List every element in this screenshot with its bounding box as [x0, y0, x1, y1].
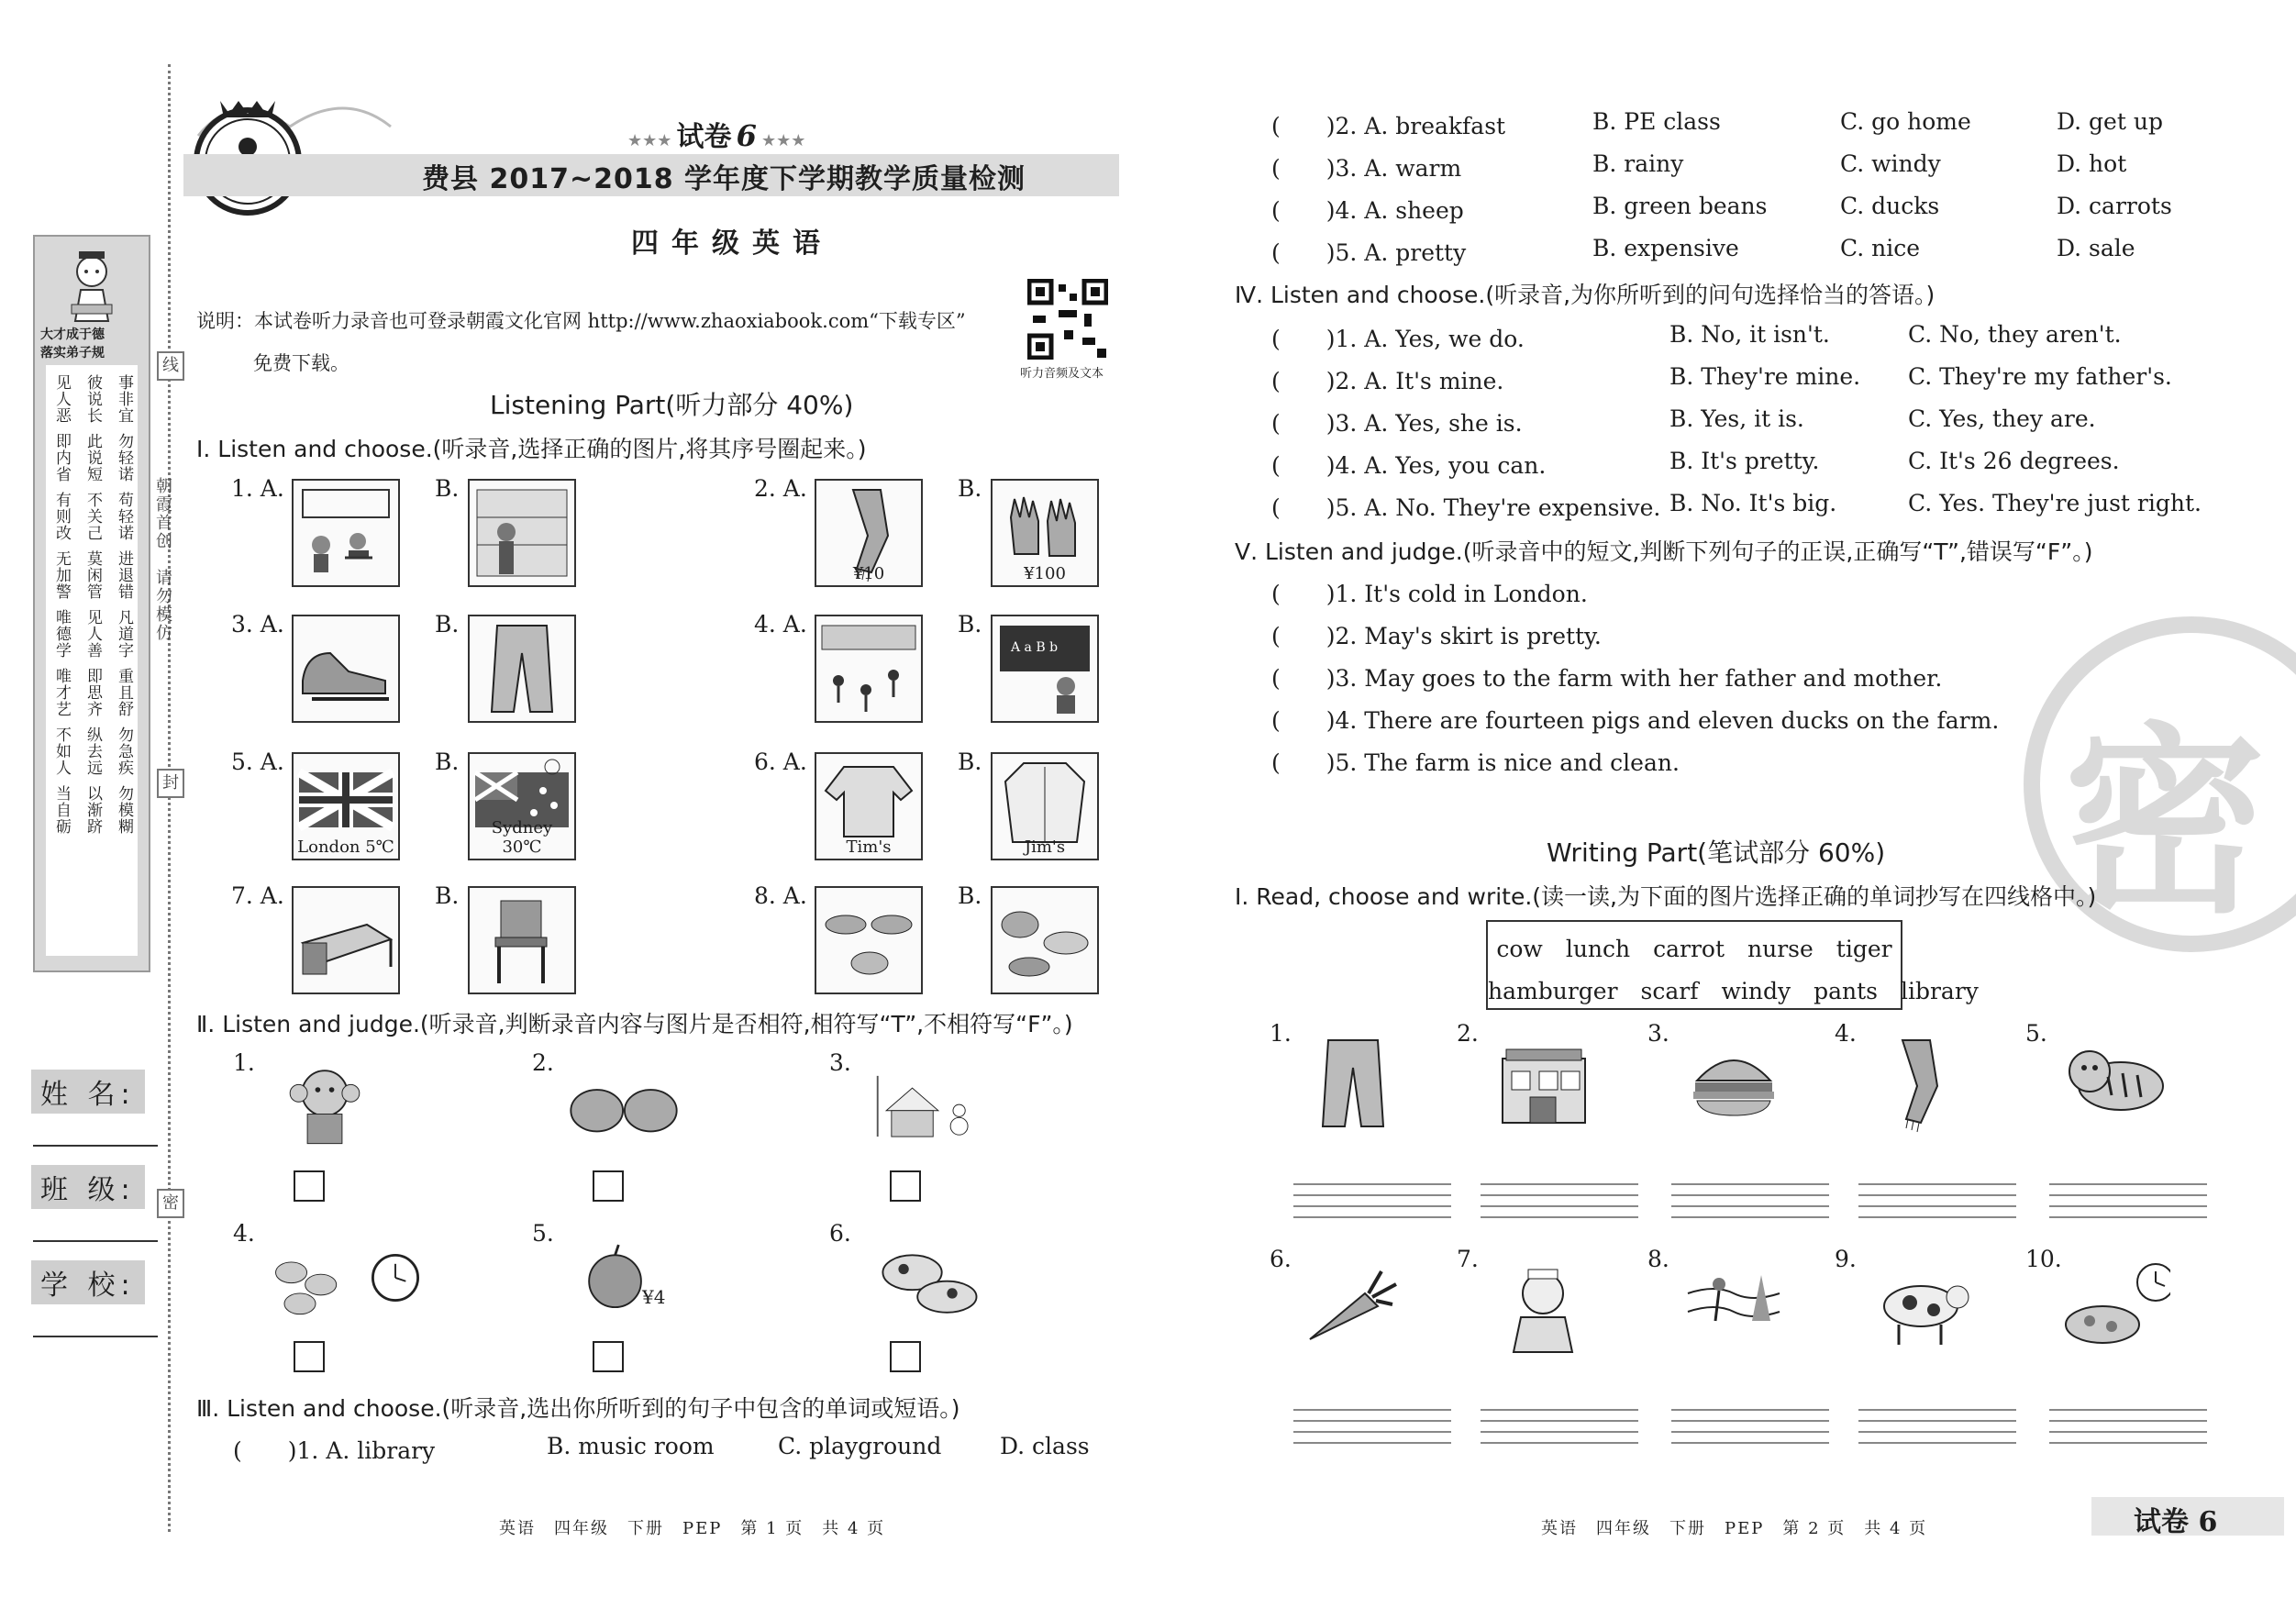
listening-section-3-heading: Ⅲ. Listen and choose.(听录音,选出你所听到的句子中包含的单词或短语。) [196, 1395, 960, 1422]
four-line-grid[interactable] [2049, 1183, 2207, 1225]
question-number: 3. [1647, 1020, 1669, 1047]
choice-option: ( )4. A. sheep [1271, 197, 1464, 224]
motto-line: 唯德学 [52, 609, 71, 659]
word-bank-line-2: hamburger scarf windy pants library [1488, 978, 1979, 1004]
binding-mark-secret: 密 [157, 1189, 184, 1218]
paper-number-label [627, 114, 805, 154]
star-icon-left: ★★★ [627, 131, 672, 150]
library-building-icon [1488, 1029, 1602, 1139]
option-b-picture[interactable] [468, 886, 576, 994]
judge-statement: ( )1. It's cold in London. [1271, 581, 1588, 607]
question-number: 1. [1270, 1020, 1292, 1047]
picture-caption: Sydney 30℃ [491, 818, 553, 857]
word-bank [1486, 920, 1979, 1010]
note-line-1: 说明：本试卷听力录音也可登录朝霞文化官网 http://www.zhaoxiabook.com“下载专区” [196, 310, 966, 332]
question-number: 3. A. [231, 611, 284, 638]
answer-box[interactable] [294, 1170, 325, 1202]
question-number: 9. [1835, 1246, 1857, 1272]
judge-statement: ( )4. There are fourteen pigs and eleven ducks on the farm. [1271, 707, 2000, 734]
answer-box[interactable] [294, 1341, 325, 1372]
snow-house-icon [857, 1059, 985, 1154]
chair-icon [470, 888, 574, 993]
four-line-grid[interactable] [2049, 1409, 2207, 1451]
choice-option: ( )5. A. pretty [1271, 239, 1467, 266]
motto-line: 不关己 [83, 492, 102, 541]
choice-option: B. expensive [1592, 235, 1739, 261]
option-a-picture[interactable] [292, 752, 400, 860]
choice-option: ( )3. A. warm [1271, 155, 1462, 182]
question-number: 7. A. [231, 882, 284, 909]
binding-mark-seal: 封 [157, 769, 184, 798]
option-b-picture[interactable] [468, 752, 576, 860]
motto-line: 事非宜 [115, 374, 133, 424]
class-input-line[interactable] [33, 1240, 158, 1242]
motto-head-1: 大才成于德 [40, 327, 105, 342]
choice-option: B. music room [547, 1433, 715, 1459]
judge-statement: ( )5. The farm is nice and clean. [1271, 749, 1680, 776]
lunch-clock-icon [2057, 1255, 2170, 1365]
name-label: 姓 名: [31, 1070, 145, 1114]
school-input-line[interactable] [33, 1336, 158, 1337]
motto-line: 凡道字 [115, 609, 133, 659]
question-number: 5. [2025, 1020, 2047, 1047]
motto-line: 莫闲管 [83, 550, 102, 600]
listening-section-5-heading: Ⅴ. Listen and judge.(听录音中的短文,判断下列句子的正误,正确写“T”,错误写“F”。) [1235, 538, 2093, 565]
choice-option: B. They're mine. [1669, 363, 1861, 390]
four-line-grid[interactable] [1858, 1409, 2016, 1451]
motto-line: 见人善 [83, 609, 102, 659]
choice-option: C. playground [778, 1433, 942, 1459]
choice-option: C. Yes, they are. [1908, 405, 2096, 432]
apple-icon [560, 1229, 688, 1325]
pants-icon [470, 616, 574, 721]
motto-line: 勿急疾 [115, 726, 133, 776]
choice-option: ( )5. A. No. They're expensive. [1271, 494, 1661, 521]
secret-stamp-char: 密 [2064, 705, 2267, 940]
option-b-picture[interactable] [468, 479, 576, 587]
cows-icon [857, 1229, 985, 1325]
paper-number: 6 [736, 118, 757, 153]
four-line-grid[interactable] [1481, 1183, 1638, 1225]
option-a-picture[interactable] [292, 886, 400, 994]
option-a-picture[interactable] [292, 615, 400, 723]
motto-line: 此说短 [83, 433, 102, 482]
option-a-picture[interactable] [292, 479, 400, 587]
qr-code-icon[interactable] [1027, 279, 1108, 360]
writing-part-title: Writing Part(笔试部分 60%) [1547, 837, 1886, 868]
motto-line: 即思齐 [83, 668, 102, 717]
motto-line: 不如人 [52, 726, 71, 776]
option-b-picture[interactable] [991, 886, 1099, 994]
choice-option: D. get up [2057, 108, 2163, 135]
motto-head-2: 落实弟子规 [40, 346, 105, 360]
choice-option: C. It's 26 degrees. [1908, 448, 2120, 474]
star-icon-right: ★★★ [760, 131, 806, 150]
picture-caption: Tim's [846, 837, 892, 857]
scholar-icon [62, 244, 121, 323]
question-number: 8. A. [754, 882, 807, 909]
question-number: 6. [1270, 1246, 1292, 1272]
breakfast-icon [816, 888, 921, 993]
picture-caption: ¥100 [1024, 564, 1066, 583]
motto-line: 见人恶 [52, 374, 71, 424]
question-number: 4. [233, 1220, 255, 1247]
motto-line: 勿模糊 [115, 785, 133, 835]
choice-option: D. class [1000, 1433, 1090, 1459]
choice-option: B. It's pretty. [1669, 448, 1820, 474]
option-b-label: B. [435, 749, 460, 775]
option-a-picture[interactable] [815, 615, 923, 723]
option-b-label: B. [435, 475, 460, 502]
question-number: 7. [1457, 1246, 1479, 1272]
motto-line: 唯才艺 [52, 668, 71, 717]
motto-line: 进退错 [115, 550, 133, 600]
price-label: ¥4 [642, 1286, 666, 1308]
motto-line: 重且舒 [115, 668, 133, 717]
binding-mark-line: 线 [157, 351, 184, 381]
question-number: 6. [829, 1220, 851, 1247]
choice-option: ( )3. A. Yes, she is. [1271, 410, 1523, 437]
question-number: 2. [532, 1049, 554, 1076]
choice-option: D. hot [2057, 150, 2127, 177]
four-line-grid[interactable] [1671, 1409, 1829, 1451]
question-number: 4. A. [754, 611, 807, 638]
page-footer-right: 英语 四年级 下册 PEP 第 2 页 共 4 页 [1541, 1519, 1928, 1538]
choice-option: ( )2. A. breakfast [1271, 113, 1506, 139]
potatoes-icon [560, 1059, 688, 1154]
choice-option: ( )2. A. It's mine. [1271, 368, 1504, 394]
question-number: 6. A. [754, 749, 807, 775]
option-b-label: B. [958, 611, 982, 638]
shoes-icon [294, 616, 398, 721]
choice-option: C. They're my father's. [1908, 363, 2172, 390]
option-b-picture[interactable] [468, 615, 576, 723]
page-footer-left: 英语 四年级 下册 PEP 第 1 页 共 4 页 [499, 1519, 886, 1538]
class-label: 班 级: [31, 1165, 145, 1209]
four-line-grid[interactable] [1293, 1409, 1451, 1451]
motto-line: 有则改 [52, 492, 71, 541]
scarf-icon [1866, 1029, 1980, 1139]
motto-line: 以渐跻 [83, 785, 102, 835]
nurse-icon [1488, 1255, 1602, 1365]
picture-caption: ¥10 [852, 564, 885, 583]
option-a-picture[interactable] [815, 886, 923, 994]
question-number: 8. [1647, 1246, 1669, 1272]
motto-panel [33, 235, 150, 972]
choice-option: ( )1. A. Yes, we do. [1271, 326, 1525, 352]
shop-icon [470, 481, 574, 585]
choice-option: D. carrots [2057, 193, 2172, 219]
exam-subject: 四年级英语 [631, 227, 833, 260]
carrot-icon [1301, 1255, 1414, 1365]
word-bank-line-1: cow lunch carrot nurse tiger [1496, 936, 1892, 962]
warning-text-2: 请勿模仿 [153, 569, 172, 642]
listening-section-4-heading: Ⅳ. Listen and choose.(听录音,为你所听到的问句选择恰当的答语。) [1235, 282, 1936, 308]
corner-label: 试卷 6 [2134, 1506, 2218, 1538]
paper-label: 试卷 [676, 121, 732, 153]
motto-line: 苟轻诺 [115, 492, 133, 541]
listening-section-1-heading: Ⅰ. Listen and choose.(听录音,选择正确的图片,将其序号圈起来。) [196, 436, 867, 462]
four-line-grid[interactable] [1671, 1183, 1829, 1225]
question-number: 10. [2025, 1246, 2062, 1272]
option-b-label: B. [958, 475, 982, 502]
question-number: 3. [829, 1049, 851, 1076]
motto-line: 即内省 [52, 433, 71, 482]
choice-option: C. ducks [1840, 193, 1940, 219]
question-number: 1. A. [231, 475, 284, 502]
playground-icon [816, 616, 921, 721]
tiger-icon [2057, 1029, 2170, 1139]
listening-section-2-heading: Ⅱ. Listen and judge.(听录音,判断录音内容与图片是否相符,相符写“T”,不相符写“F”。) [196, 1011, 1073, 1037]
question-number: 1. [233, 1049, 255, 1076]
picture-caption: London 5℃ [297, 837, 394, 857]
choice-option: B. rainy [1592, 150, 1684, 177]
choice-option: ( )4. A. Yes, you can. [1271, 452, 1547, 479]
option-b-label: B. [958, 749, 982, 775]
motto-line: 彼说长 [83, 374, 102, 424]
choice-option: C. go home [1840, 108, 1971, 135]
choice-option: B. Yes, it is. [1669, 405, 1804, 432]
choice-option: D. sale [2057, 235, 2135, 261]
warning-text-1: 朝霞首创 [153, 477, 172, 550]
answer-box[interactable] [890, 1341, 921, 1372]
sheep-clock-icon [261, 1229, 435, 1325]
choice-option: C. windy [1840, 150, 1941, 177]
question-number: 2. [1457, 1020, 1479, 1047]
question-number: 2. A. [754, 475, 807, 502]
option-a-picture[interactable] [815, 479, 923, 587]
windy-icon [1679, 1255, 1792, 1365]
four-line-grid[interactable] [1481, 1409, 1638, 1451]
choice-option: B. No. It's big. [1669, 490, 1837, 516]
school-label: 学 校: [31, 1260, 145, 1304]
hamburger-icon [1679, 1029, 1792, 1139]
choice-option: C. No, they aren't. [1908, 321, 2122, 348]
option-b-picture[interactable] [991, 752, 1099, 860]
listening-part-title: Listening Part(听力部分 40%) [490, 390, 854, 420]
question-number: 4. [1835, 1020, 1857, 1047]
pants-icon [1301, 1029, 1414, 1139]
motto-line: 纵去远 [83, 726, 102, 776]
question-number: 5. A. [231, 749, 284, 775]
option-b-label: B. [435, 882, 460, 909]
dinner-icon [993, 888, 1097, 993]
note-line-2: 免费下载。 [253, 352, 349, 374]
four-line-grid[interactable] [1858, 1183, 2016, 1225]
name-input-line[interactable] [33, 1145, 158, 1147]
writing-section-1-heading: Ⅰ. Read, choose and write.(读一读,为下面的图片选择正确的单词抄写在四线格中。) [1235, 883, 2097, 910]
judge-statement: ( )2. May's skirt is pretty. [1271, 623, 1602, 649]
question-number: 5. [532, 1220, 554, 1247]
motto-text-area [46, 365, 138, 956]
judge-statement: ( )3. May goes to the farm with her father and mother. [1271, 665, 1943, 692]
option-a-picture[interactable] [815, 752, 923, 860]
choice-option: B. No, it isn't. [1669, 321, 1830, 348]
choice-option: ( )1. A. library [233, 1437, 436, 1464]
answer-box[interactable] [593, 1341, 624, 1372]
answer-box[interactable] [593, 1170, 624, 1202]
option-b-picture[interactable] [991, 479, 1099, 587]
picture-caption: Jim's [1024, 837, 1066, 857]
motto-line: 当自砺 [52, 785, 71, 835]
cow-icon [1866, 1255, 1980, 1365]
binding-dotted-line [168, 64, 171, 1532]
choice-option: B. green beans [1592, 193, 1768, 219]
four-line-grid[interactable] [1293, 1183, 1451, 1225]
motto-line: 无加警 [52, 550, 71, 600]
motto-line: 勿轻诺 [115, 433, 133, 482]
svg-text:A a B b: A a B b [1011, 640, 1059, 655]
option-b-picture[interactable] [991, 615, 1099, 723]
option-b-label: B. [958, 882, 982, 909]
monkey-icon [261, 1059, 389, 1154]
option-b-label: B. [435, 611, 460, 638]
answer-box[interactable] [890, 1170, 921, 1202]
choice-option: C. nice [1840, 235, 1921, 261]
bed-icon [294, 888, 398, 993]
classroom-board-icon [993, 616, 1097, 721]
choice-option: C. Yes. They're just right. [1908, 490, 2202, 516]
choice-option: B. PE class [1592, 108, 1721, 135]
qr-caption: 听力音频及文本 [1020, 367, 1104, 381]
classroom-icon [294, 481, 398, 585]
exam-title: 费县 2017~2018 学年度下学期教学质量检测 [422, 163, 1026, 195]
